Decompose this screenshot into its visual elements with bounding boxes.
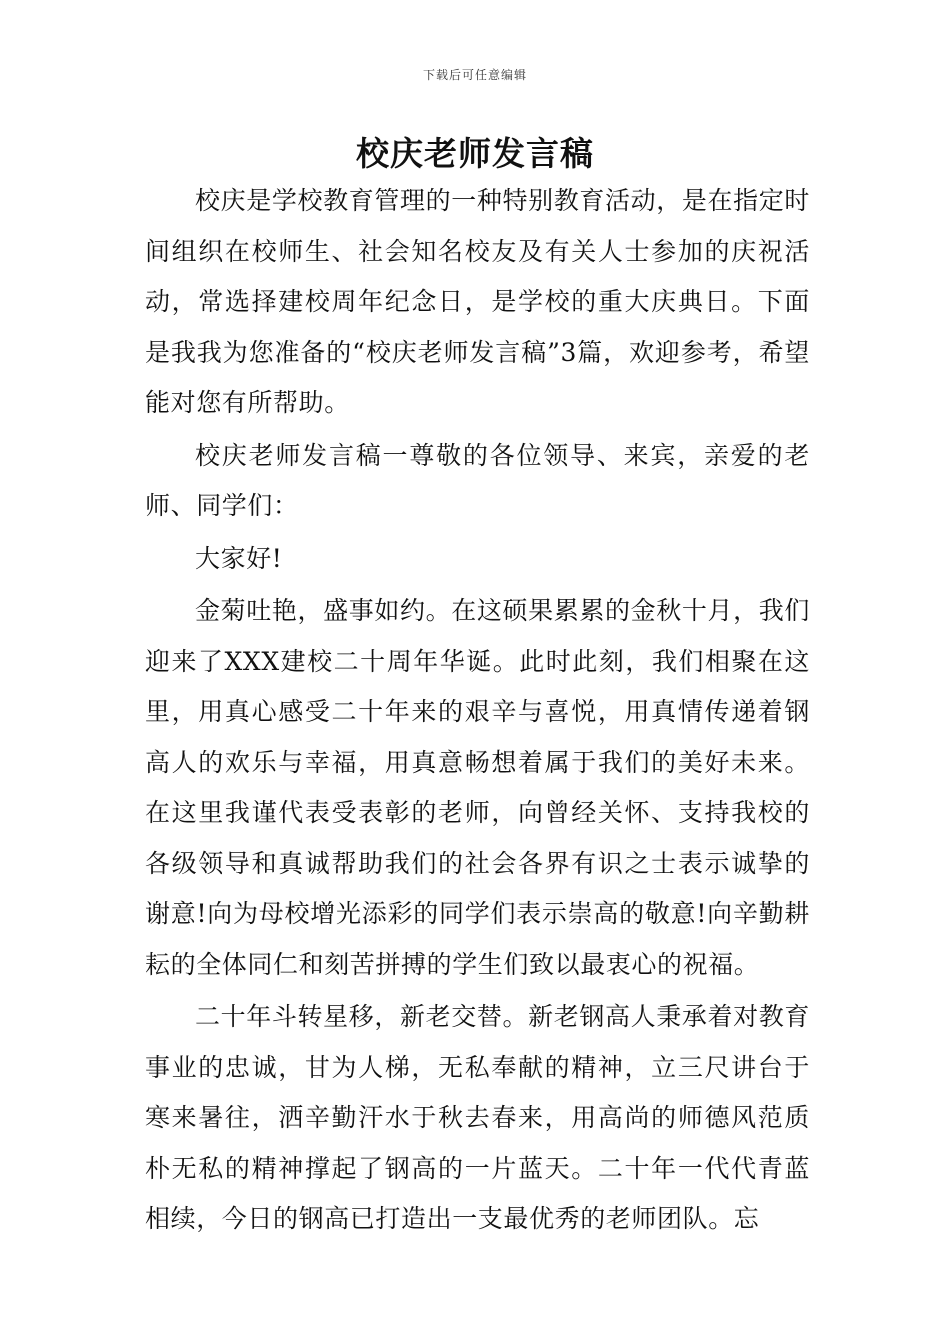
paragraph-intro: 校庆是学校教育管理的一种特别教育活动，是在指定时间组织在校师生、社会知名校友及有关人士参加的庆祝活动，常选择建校周年纪念日，是学校的重大庆典日。下面是我我为您准备的“校庆老师发言稿”3篇，欢迎参考，希望能对您有所帮助。 [145, 186, 810, 417]
paragraph-salutation: 校庆老师发言稿一尊敬的各位领导、来宾，亲爱的老师、同学们： [145, 440, 810, 520]
document-body [145, 176, 810, 1245]
paragraph-history: 二十年斗转星移，新老交替。新老钢高人秉承着对教育事业的忠诚，甘为人梯，无私奉献的精神，立三尺讲台于寒来暑往，洒辛勤汗水于秋去春来，用高尚的师德风范质朴无私的精神撑起了钢高的一片蓝天。二十年一代代青蓝相续，今日的钢高已打造出一支最优秀的老师团队。忘 [145, 1002, 810, 1233]
document-title: 校庆老师发言稿 [356, 134, 594, 173]
paragraph-main: 金菊吐艳，盛事如约。在这硕果累累的金秋十月，我们迎来了XXX建校二十周年华诞。此时此刻，我们相聚在这里，用真心感受二十年来的艰辛与喜悦，用真情传递着钢高人的欢乐与幸福，用真意畅想着属于我们的美好未来。在这里我谨代表受表彰的老师，向曾经关怀、支持我校的各级领导和真诚帮助我们的社会各界有识之士表示诚挚的谢意!向为母校增光添彩的同学们表示崇高的敬意!向辛勤耕耘的全体同仁和刻苦拼搏的学生们致以最衷心的祝福。 [145, 596, 810, 979]
header-note: 下载后可任意编辑 [422, 68, 527, 82]
paragraph-greeting: 大家好! [195, 543, 283, 573]
